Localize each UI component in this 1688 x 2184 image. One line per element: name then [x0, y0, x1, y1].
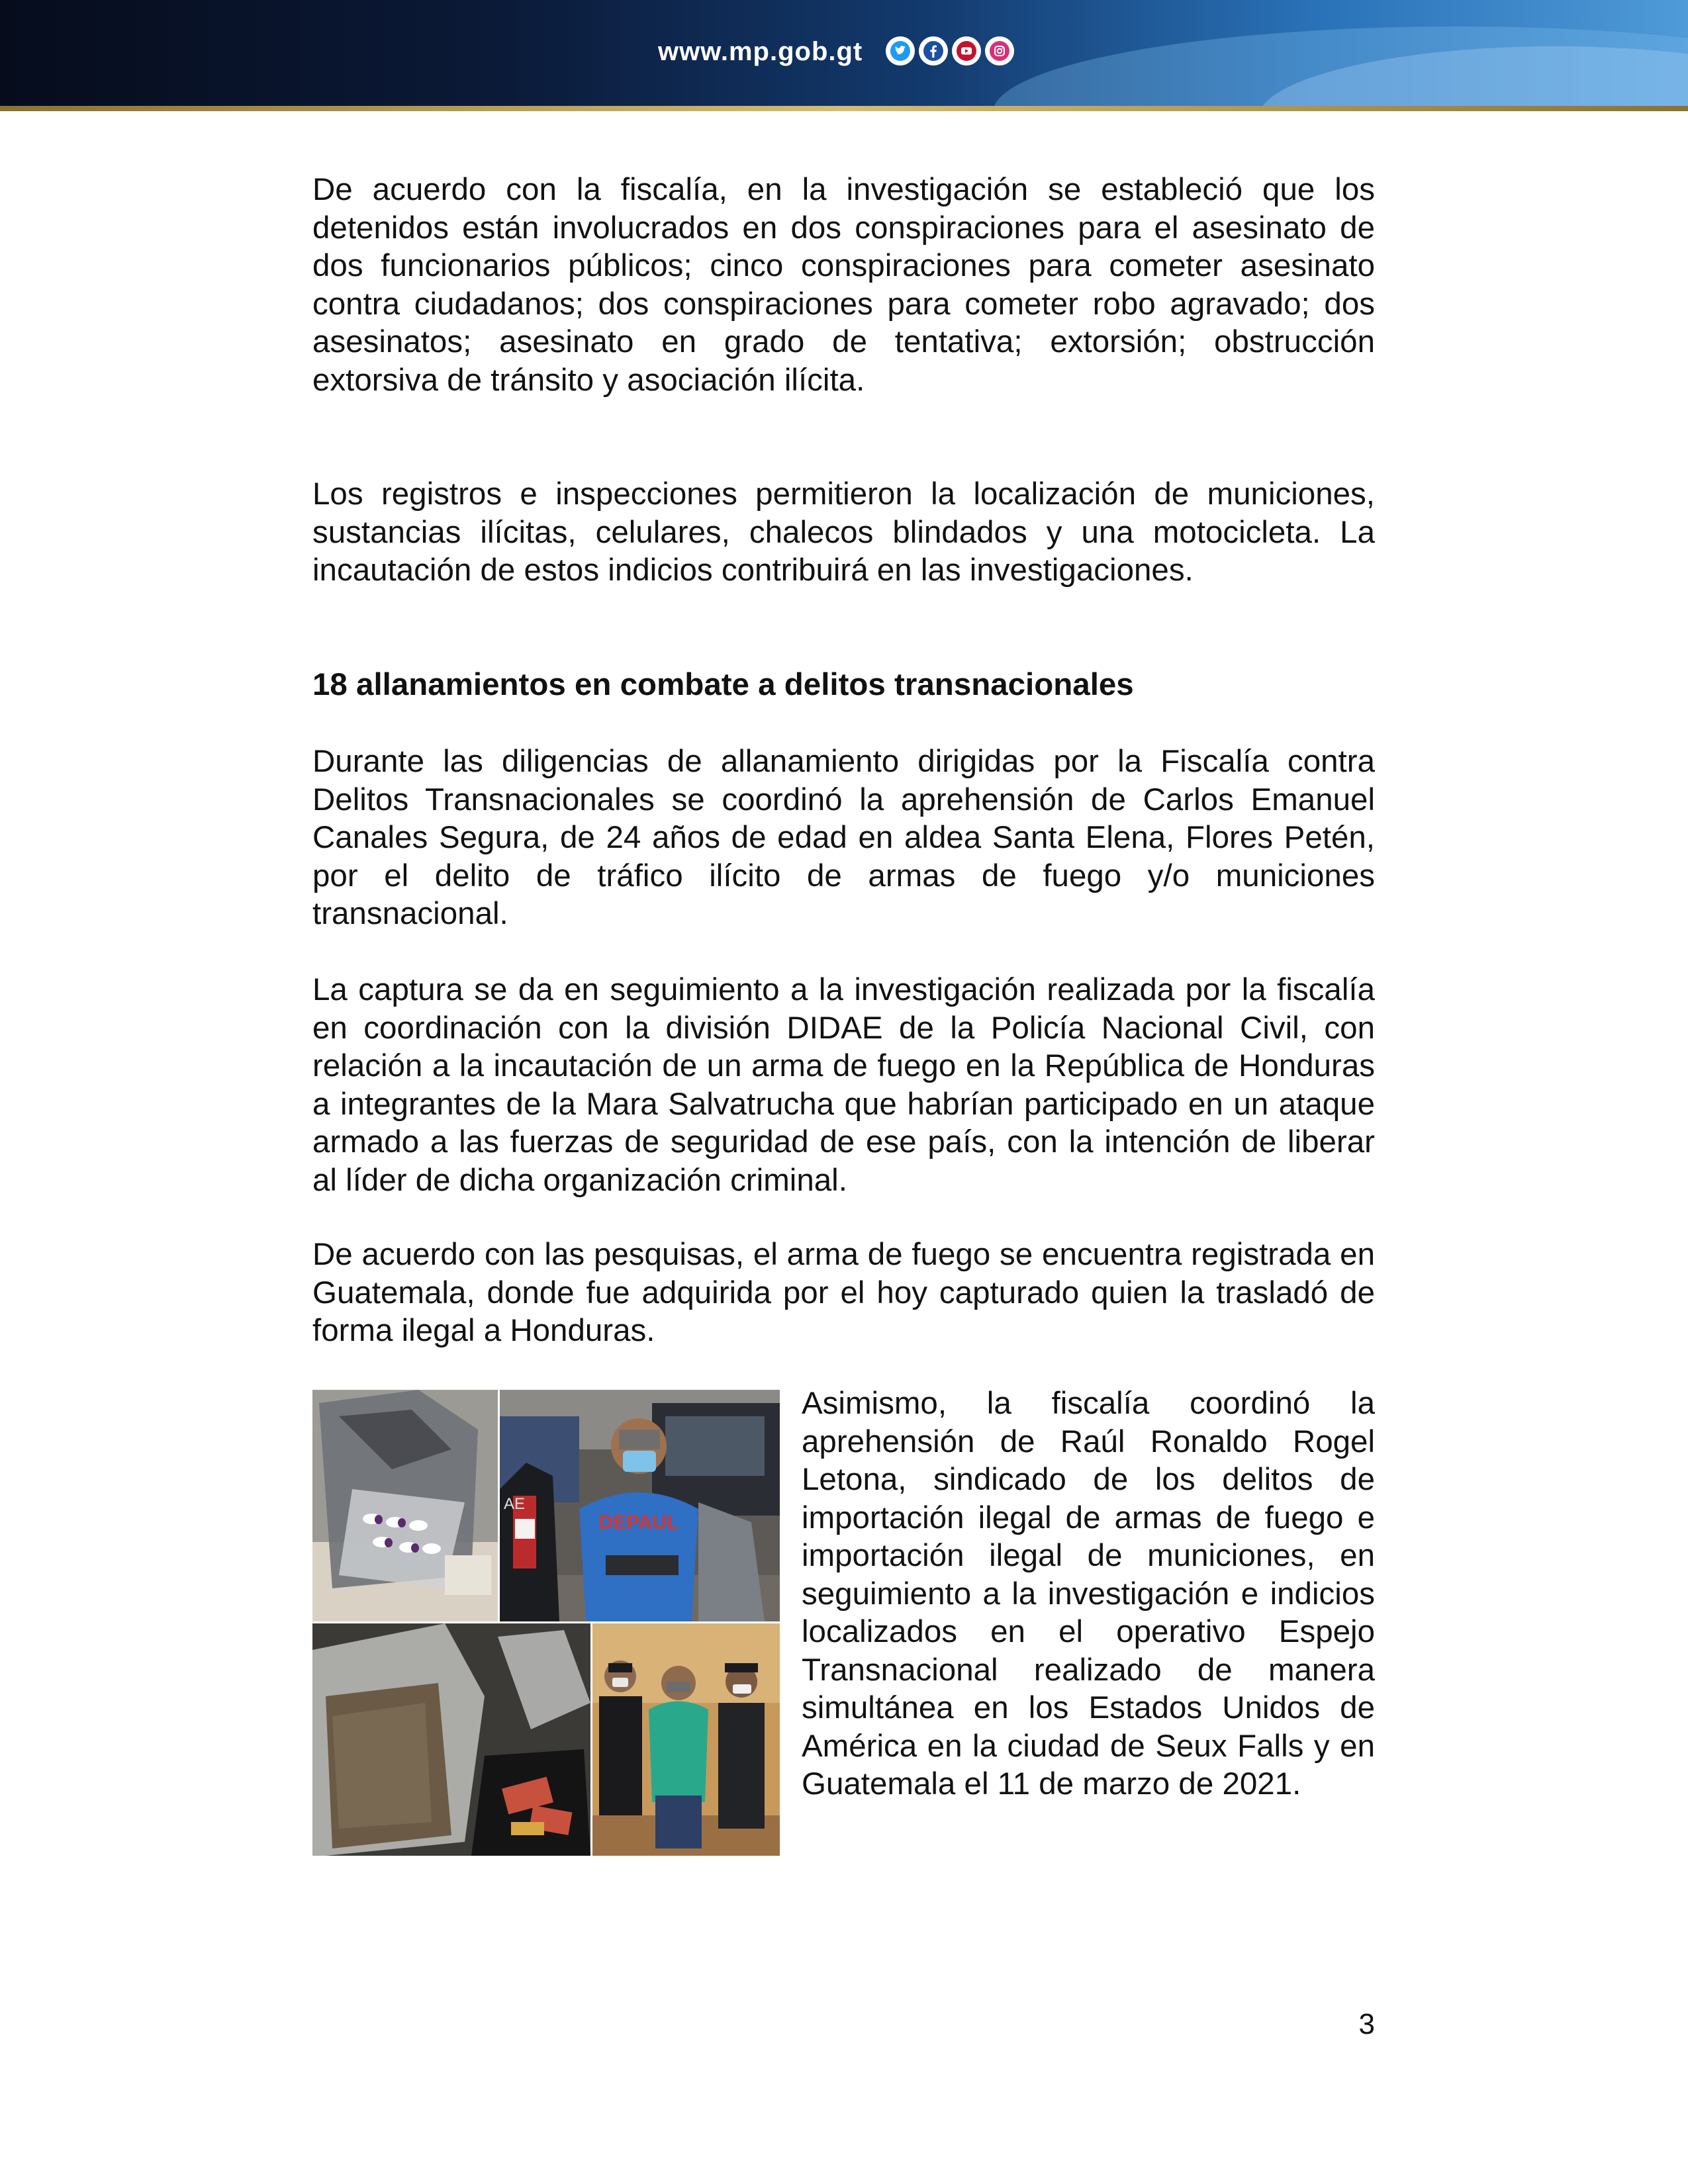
instagram-icon[interactable]	[985, 36, 1014, 66]
photo-seized-bags	[312, 1623, 590, 1856]
photo-collage	[312, 1390, 780, 1856]
facebook-icon[interactable]	[919, 36, 948, 66]
vest-lettering: AE	[504, 1495, 526, 1513]
photo-seized-pills	[312, 1390, 498, 1621]
paragraph: De acuerdo con la fiscalía, en la investigación se estableció que los detenidos están involucrados en dos conspiraciones para el asesinato de dos funcionarios públicos; cinco conspiraciones para cometer asesinato contra ciudadanos; dos conspiraciones para cometer robo agravado; dos asesinatos; asesinato en grado de tentativa; extorsión; obstrucción extorsiva de tránsito y asociación ilícita.	[312, 172, 1375, 398]
twitter-icon[interactable]	[886, 36, 915, 66]
section-heading: 18 allanamientos en combate a delitos transnacionales	[312, 667, 1134, 702]
side-paragraph: Asimismo, la fiscalía coordinó la aprehensión de Raúl Ronaldo Rogel Letona, sindicado de los delitos de importación ilegal de armas de fuego e importación ilegal de municiones, en seguimiento a la investigación e indicios localizados en el operativo Espejo Transnacional realizado de manera simultánea en los Estados Unidos de América en la ciudad de Seux Falls y en Guatemala el 11 de marzo de 2021.	[802, 1386, 1375, 1801]
header-gold-rule	[0, 106, 1688, 111]
website-url[interactable]: www.mp.gob.gt	[658, 37, 863, 66]
page-number: 3	[1358, 2008, 1375, 2040]
youtube-icon[interactable]	[952, 36, 981, 66]
paragraph: La captura se da en seguimiento a la investigación realizada por la fiscalía en coordinación con la división DIDAE de la Policía Nacional Civil, con relación a la incautación de un arma de fuego en la República de Honduras a integrantes de la Mara Salvatrucha que habrían participado en un ataque armado a las fuerzas de seguridad de ese país, con la intención de liberar al líder de dicha organización criminal.	[312, 972, 1375, 1198]
paragraph: Los registros e inspecciones permitieron la localización de municiones, sustancias ilícitas, celulares, chalecos blindados y una motocicleta. La incautación de estos indicios contribuirá en las investigaciones.	[312, 477, 1375, 588]
social-links	[886, 36, 1014, 66]
header-banner	[0, 0, 1688, 106]
shirt-lettering: DEPAUL	[598, 1512, 679, 1533]
photo-detainee-officers	[592, 1623, 780, 1856]
paragraph: De acuerdo con las pesquisas, el arma de fuego se encuentra registrada en Guatemala, donde fue adquirida por el hoy capturado quien la trasladó de forma ilegal a Honduras.	[312, 1237, 1375, 1348]
photo-detainee-arrest	[500, 1390, 780, 1621]
paragraph: Durante las diligencias de allanamiento dirigidas por la Fiscalía contra Delitos Transnacionales se coordinó la aprehensión de Carlos Emanuel Canales Segura, de 24 años de edad en aldea Santa Elena, Flores Petén, por el delito de tráfico ilícito de armas de fuego y/o municiones transnacional.	[312, 744, 1375, 931]
